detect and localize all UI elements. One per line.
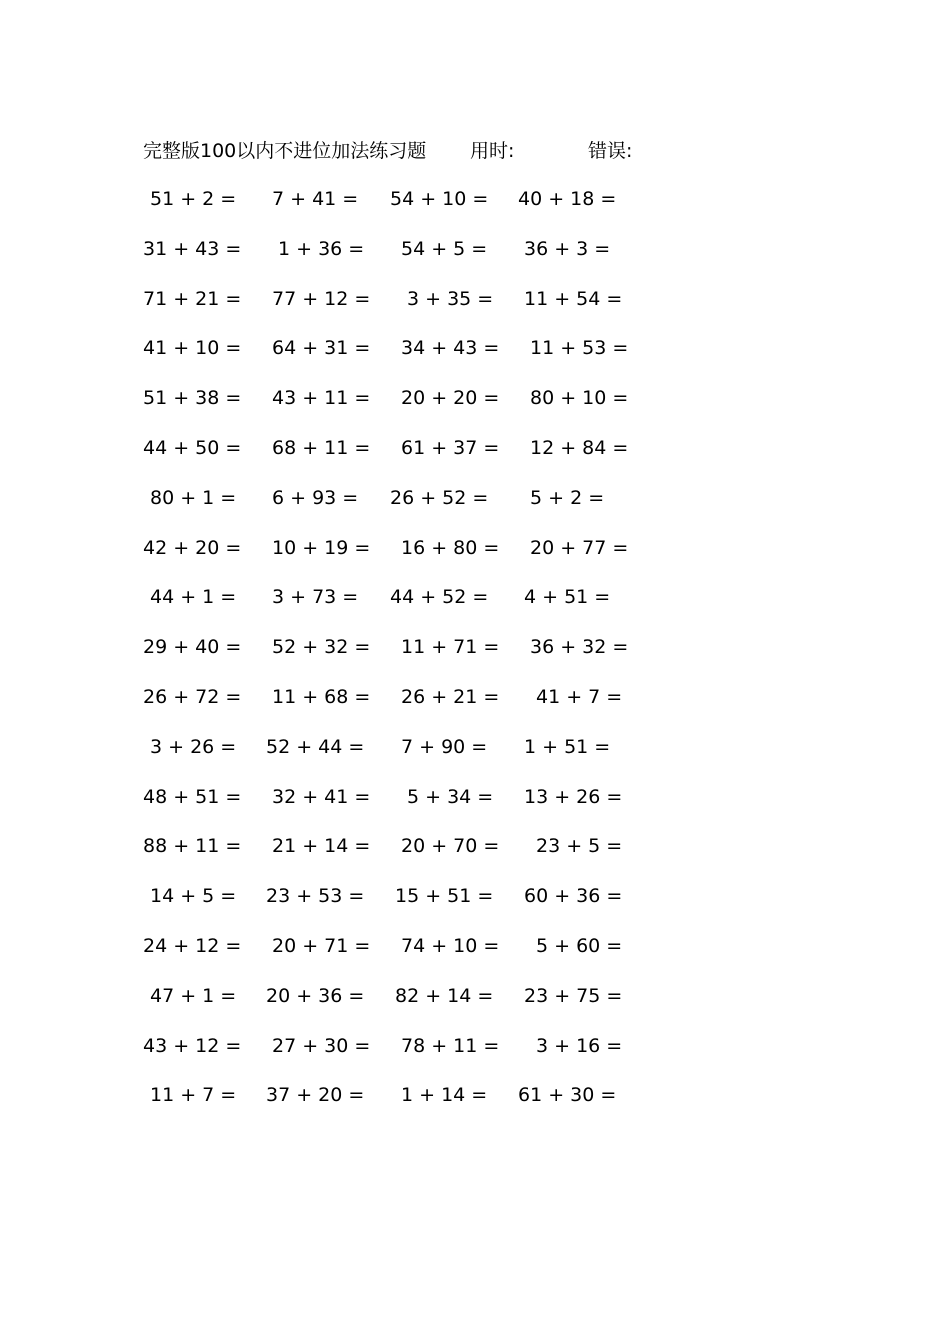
addition-problem: 74 + 10 = [401, 934, 500, 957]
problem-row [0, 1080, 950, 1130]
addition-problem: 5 + 60 = [536, 934, 623, 957]
addition-problem: 32 + 41 = [272, 785, 371, 808]
addition-problem: 48 + 51 = [143, 785, 242, 808]
addition-problem: 24 + 12 = [143, 934, 242, 957]
addition-problem: 7 + 90 = [401, 735, 488, 758]
worksheet-header [0, 136, 950, 166]
addition-problem: 23 + 53 = [266, 885, 365, 908]
addition-problem: 31 + 43 = [143, 237, 242, 260]
problem-row [0, 333, 950, 383]
addition-problem: 4 + 51 = [524, 586, 611, 609]
addition-problem: 42 + 20 = [143, 536, 242, 559]
addition-problem: 41 + 10 = [143, 337, 242, 360]
addition-problem: 37 + 20 = [266, 1084, 365, 1107]
problem-row [0, 582, 950, 632]
problem-grid [0, 184, 950, 1130]
addition-problem: 77 + 12 = [272, 287, 371, 310]
addition-problem: 3 + 73 = [272, 586, 359, 609]
addition-problem: 1 + 14 = [401, 1084, 488, 1107]
addition-problem: 52 + 32 = [272, 636, 371, 659]
addition-problem: 3 + 16 = [536, 1034, 623, 1057]
addition-problem: 52 + 44 = [266, 735, 365, 758]
addition-problem: 68 + 11 = [272, 436, 371, 459]
addition-problem: 15 + 51 = [395, 885, 494, 908]
addition-problem: 10 + 19 = [272, 536, 371, 559]
addition-problem: 20 + 70 = [401, 835, 500, 858]
addition-problem: 54 + 5 = [401, 237, 488, 260]
problem-row [0, 234, 950, 284]
addition-problem: 36 + 3 = [524, 237, 611, 260]
addition-problem: 34 + 43 = [401, 337, 500, 360]
worksheet-title: 完整版100以内不进位加法练习题 [143, 140, 427, 162]
problem-row [0, 433, 950, 483]
addition-problem: 71 + 21 = [143, 287, 242, 310]
addition-problem: 40 + 18 = [518, 188, 617, 210]
addition-problem: 21 + 14 = [272, 835, 371, 858]
addition-problem: 1 + 51 = [524, 735, 611, 758]
addition-problem: 26 + 21 = [401, 685, 500, 708]
addition-problem: 80 + 1 = [150, 486, 237, 509]
addition-problem: 27 + 30 = [272, 1034, 371, 1057]
problem-row [0, 632, 950, 682]
addition-problem: 5 + 2 = [530, 486, 605, 509]
addition-problem: 43 + 11 = [272, 387, 371, 410]
addition-problem: 20 + 71 = [272, 934, 371, 957]
addition-problem: 3 + 35 = [407, 287, 494, 310]
addition-problem: 11 + 7 = [150, 1084, 237, 1107]
addition-problem: 20 + 36 = [266, 984, 365, 1007]
addition-problem: 14 + 5 = [150, 885, 237, 908]
addition-problem: 61 + 37 = [401, 436, 500, 459]
problem-row [0, 831, 950, 881]
problem-row [0, 483, 950, 533]
addition-problem: 5 + 34 = [407, 785, 494, 808]
error-label: 错误: [588, 140, 633, 162]
addition-problem: 16 + 80 = [401, 536, 500, 559]
addition-problem: 60 + 36 = [524, 885, 623, 908]
addition-problem: 47 + 1 = [150, 984, 237, 1007]
problem-row [0, 931, 950, 981]
addition-problem: 6 + 93 = [272, 486, 359, 509]
addition-problem: 43 + 12 = [143, 1034, 242, 1057]
addition-problem: 3 + 26 = [150, 735, 237, 758]
problem-row [0, 782, 950, 832]
addition-problem: 11 + 71 = [401, 636, 500, 659]
addition-problem: 1 + 36 = [278, 237, 365, 260]
addition-problem: 78 + 11 = [401, 1034, 500, 1057]
addition-problem: 7 + 41 = [272, 188, 359, 210]
addition-problem: 80 + 10 = [530, 387, 629, 410]
problem-row [0, 184, 950, 234]
addition-problem: 88 + 11 = [143, 835, 242, 858]
problem-row [0, 284, 950, 334]
addition-problem: 11 + 54 = [524, 287, 623, 310]
problem-row [0, 682, 950, 732]
addition-problem: 11 + 53 = [530, 337, 629, 360]
addition-problem: 44 + 1 = [150, 586, 237, 609]
problem-row [0, 981, 950, 1031]
addition-problem: 13 + 26 = [524, 785, 623, 808]
addition-problem: 64 + 31 = [272, 337, 371, 360]
addition-problem: 26 + 72 = [143, 685, 242, 708]
addition-problem: 36 + 32 = [530, 636, 629, 659]
problem-row [0, 533, 950, 583]
time-label: 用时: [470, 140, 515, 162]
addition-problem: 29 + 40 = [143, 636, 242, 659]
addition-problem: 20 + 77 = [530, 536, 629, 559]
addition-problem: 44 + 52 = [390, 586, 489, 609]
addition-problem: 23 + 5 = [536, 835, 623, 858]
problem-row [0, 732, 950, 782]
addition-problem: 12 + 84 = [530, 436, 629, 459]
addition-problem: 44 + 50 = [143, 436, 242, 459]
problem-row [0, 1031, 950, 1081]
addition-problem: 51 + 38 = [143, 387, 242, 410]
addition-problem: 23 + 75 = [524, 984, 623, 1007]
addition-problem: 20 + 20 = [401, 387, 500, 410]
addition-problem: 26 + 52 = [390, 486, 489, 509]
problem-row [0, 881, 950, 931]
addition-problem: 54 + 10 = [390, 188, 489, 210]
addition-problem: 61 + 30 = [518, 1084, 617, 1107]
addition-problem: 41 + 7 = [536, 685, 623, 708]
addition-problem: 51 + 2 = [150, 188, 237, 210]
addition-problem: 82 + 14 = [395, 984, 494, 1007]
problem-row [0, 383, 950, 433]
addition-problem: 11 + 68 = [272, 685, 371, 708]
